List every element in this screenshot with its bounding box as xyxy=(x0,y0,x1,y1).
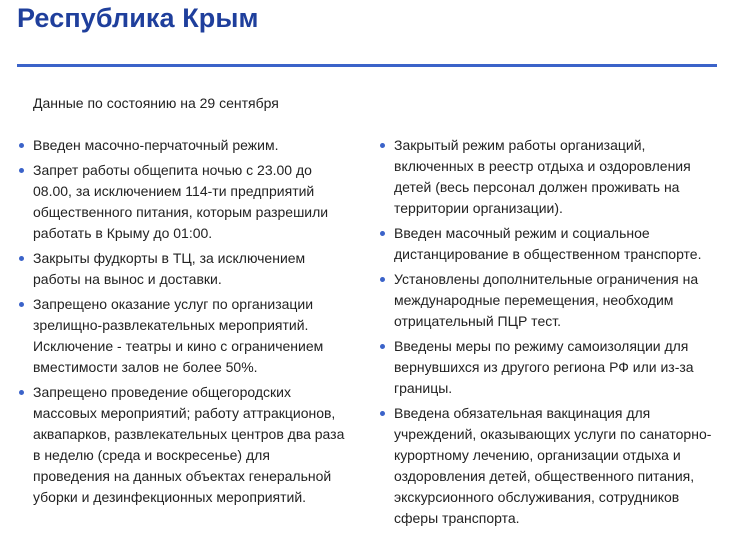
bullet-icon xyxy=(380,411,385,416)
list-item xyxy=(378,403,723,529)
list-item xyxy=(17,382,347,508)
page-title: Республика Крым xyxy=(17,3,259,33)
list-item-text: Закрытый режим работы организаций, включенных в реестр отдыха и оздоровления детей (весь персонал должен проживать на территории организации). xyxy=(394,137,691,216)
restrictions-list-left xyxy=(17,135,347,512)
bullet-icon xyxy=(380,344,385,349)
bullet-icon xyxy=(19,302,24,307)
list-item xyxy=(17,248,347,290)
bullet-icon xyxy=(380,143,385,148)
list-item xyxy=(378,336,723,399)
list-item xyxy=(17,135,347,156)
list-item-text: Запрет работы общепита ночью с 23.00 до 08.00, за исключением 114-ти предприятий общественного питания, которым разрешили работать в Крыму до 01:00. xyxy=(33,162,329,241)
list-item xyxy=(17,160,347,244)
bullet-icon xyxy=(19,390,24,395)
title-divider xyxy=(17,64,717,67)
restrictions-list-right xyxy=(378,135,723,533)
list-item-text: Введен масочно-перчаточный режим. xyxy=(33,137,279,153)
list-item-text: Введен масочный режим и социальное дистанцирование в общественном транспорте. xyxy=(394,225,702,262)
list-item-text: Введена обязательная вакцинация для учреждений, оказывающих услуги по санаторно-курортному лечению, организации отдыха и оздоровления детей, общественного питания, экскурсионного обслуживания, сотрудников сферы транспорта. xyxy=(394,405,712,526)
bullet-icon xyxy=(19,256,24,261)
list-item xyxy=(378,269,723,332)
bullet-icon xyxy=(19,168,24,173)
bullet-icon xyxy=(19,143,24,148)
list-item xyxy=(378,135,723,219)
list-item xyxy=(17,294,347,378)
list-item-text: Установлены дополнительные ограничения на международные перемещения, необходим отрицательный ПЦР тест. xyxy=(394,271,699,329)
date-note: Данные по состоянию на 29 сентября xyxy=(33,95,279,111)
list-item xyxy=(378,223,723,265)
list-item-text: Запрещено проведение общегородских массовых мероприятий; работу аттракционов, аквапарков, развлекательных центров два раза в неделю (среда и воскресенье) для проведения на данных объектах генеральной уборки и дезинфекционных мероприятий. xyxy=(33,384,345,505)
list-item-text: Запрещено оказание услуг по организации зрелищно-развлекательных мероприятий. Исключение - театры и кино с ограничением вместимости залов не более 50%. xyxy=(33,296,324,375)
list-item-text: Закрыты фудкорты в ТЦ, за исключением работы на вынос и доставки. xyxy=(33,250,306,287)
bullet-icon xyxy=(380,231,385,236)
bullet-icon xyxy=(380,277,385,282)
list-item-text: Введены меры по режиму самоизоляции для вернувшихся из другого региона РФ или из-за границы. xyxy=(394,338,694,396)
